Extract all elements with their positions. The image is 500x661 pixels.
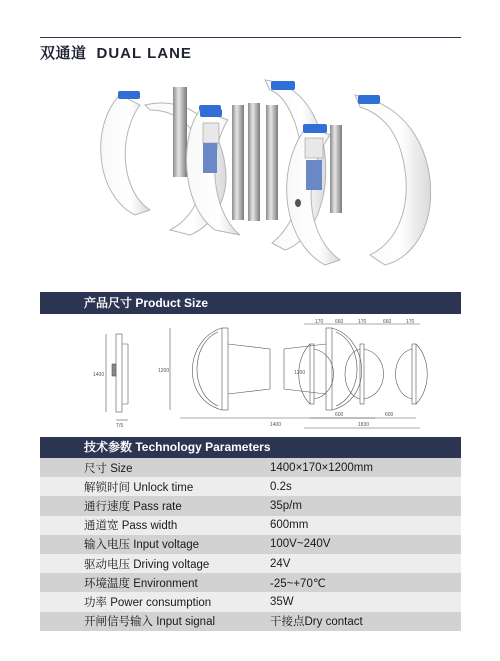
spec-label: 通道宽 Pass width	[84, 520, 178, 533]
spec-label: 驱动电压 Driving voltage	[84, 558, 210, 571]
spec-row-pass-rate	[40, 496, 461, 515]
spec-value: 24V	[270, 557, 291, 570]
spec-value: 600mm	[270, 519, 309, 532]
front-view-drawing	[170, 328, 375, 418]
spec-value: 1400×170×1200mm	[270, 461, 373, 474]
top-bottom-label-2: 600	[385, 412, 394, 418]
spec-value: 100V~240V	[270, 538, 331, 551]
spec-label: 输入电压 Input voltage	[84, 539, 200, 552]
spec-label: 通行速度 Pass rate	[84, 500, 182, 513]
spec-row-environment	[40, 573, 461, 592]
top-rule	[40, 37, 461, 38]
spec-row-power	[40, 592, 461, 611]
spec-row-size	[40, 458, 461, 477]
spec-label: 环境温度 Environment	[84, 577, 198, 590]
front-height-label: 1200	[158, 368, 170, 374]
top-label-4: 660	[383, 319, 392, 325]
title-cn: 双通道	[40, 45, 87, 62]
spec-label: 解锁时间 Unlock time	[84, 481, 194, 494]
spec-row-driving-voltage	[40, 554, 461, 573]
title-en: DUAL LANE	[96, 45, 192, 62]
top-bottom-label-1: 600	[335, 412, 344, 418]
spec-row-input-signal	[40, 612, 461, 631]
spec-value: 干接点Dry contact	[270, 616, 363, 629]
product-render-image	[40, 65, 461, 293]
top-label-1: 170	[315, 319, 324, 325]
spec-label: 开闸信号输入 Input signal	[84, 616, 216, 629]
spec-row-pass-width	[40, 516, 461, 535]
spec-label: 尺寸 Size	[84, 462, 133, 475]
side-height-label: 1400	[93, 372, 105, 378]
product-size-heading: 产品尺寸 Product Size	[40, 292, 461, 314]
top-side-label: 1200	[294, 370, 306, 376]
side-width-label: T/5	[116, 423, 124, 429]
side-view-drawing	[106, 334, 128, 420]
spec-value: 35p/m	[270, 499, 302, 512]
spec-row-unlock-time	[40, 477, 461, 496]
top-view-drawing	[299, 324, 428, 428]
spec-value: -25~+70℃	[270, 577, 326, 590]
spec-value: 35W	[270, 595, 294, 608]
spec-value: 0.2s	[270, 480, 292, 493]
spec-table	[40, 458, 461, 631]
dimension-drawings	[40, 314, 461, 435]
spec-row-input-voltage	[40, 535, 461, 554]
top-total-label: 1830	[358, 422, 370, 428]
top-label-2: 660	[335, 319, 344, 325]
spec-label: 功率 Power consumption	[84, 596, 212, 609]
top-label-5: 170	[406, 319, 415, 325]
front-width-label: 1400	[270, 422, 282, 428]
tech-params-heading: 技术参数 Technology Parameters	[40, 437, 461, 458]
page-title	[40, 42, 192, 63]
top-label-3: 170	[358, 319, 367, 325]
